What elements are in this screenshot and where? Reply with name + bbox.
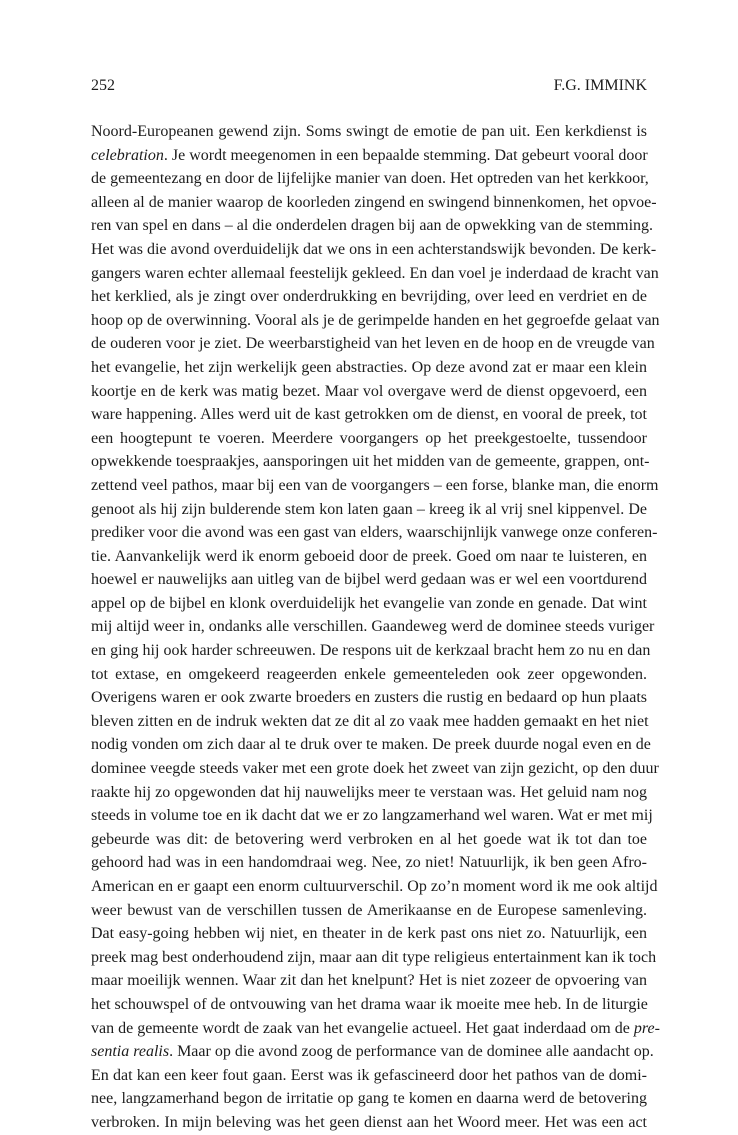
text-line: American en er gaapt een enorm cultuurverschil. Op zo’n moment word ik me ook altijd <box>91 878 658 895</box>
text-line: prediker voor die avond was een gast van elders, waarschijnlijk vanwege onze conferen- <box>91 524 658 542</box>
text-line: een hoogtepunt te voeren. Meerdere voorgangers op het preekgestoelte, tussendoor <box>91 429 647 447</box>
text-line: zettend veel pathos, maar bij een van de voorgangers – een forse, blanke man, die enorm <box>91 476 659 494</box>
text-line: appel op de bijbel en klonk overduidelijk het evangelie van zonde en genade. Dat wint <box>91 594 647 612</box>
text-line: ware happening. Alles werd uit de kast getrokken om de dienst, en vooral de preek, tot <box>91 406 647 424</box>
text-line: hoewel er nauwelijks aan uitleg van de bijbel werd gedaan was er wel een voortdurend <box>91 571 647 589</box>
text-line: de ouderen voor je ziet. De weerbarstigheid van het leven en de hoop en de vreugde van <box>91 335 655 353</box>
text-line: nodig vonden om zich daar al te druk over te maken. De preek duurde nogal even en de <box>91 736 651 754</box>
text-line: gehoord had was in een handomdraai weg. Nee, zo niet! Natuurlijk, ik ben geen Afro- <box>91 854 647 872</box>
text-line: alleen al de manier waarop de koorleden zingend en swingend binnenkomen, het opvoe- <box>91 193 657 211</box>
text-line: maar moeilijk wennen. Waar zit dan het knelpunt? Het is niet zozeer de opvoering van <box>91 972 647 990</box>
text-line: en ging hij ook harder schreeuwen. De respons uit de kerkzaal bracht hem zo nu en dan <box>91 642 651 660</box>
text-line: Noord-Europeanen gewend zijn. Soms swingt de emotie de pan uit. Een kerkdienst is <box>91 123 647 140</box>
text-line: het evangelie, het zijn werkelijk geen abstracties. Op deze avond zat er maar een klein <box>91 358 647 376</box>
text-line: bleven zitten en de indruk wekten dat ze dit al zo vaak mee hadden gemaakt en het niet <box>91 712 649 730</box>
page-number: 252 <box>91 77 115 94</box>
text-line: het schouwspel of de ontvouwing van het drama waar ik moeite mee heb. In de liturgie <box>91 995 648 1013</box>
text-line: mij altijd weer in, ondanks alle verschillen. Gaandeweg werd de dominee steeds vuriger <box>91 618 655 636</box>
emphasis: sentia realis <box>91 1043 170 1061</box>
text-line: ren van spel en dans – al die onderdelen dragen bij aan de opwekking van de stemming. <box>91 217 654 235</box>
emphasis: celebration <box>91 146 164 164</box>
page-header <box>91 77 647 99</box>
text-line: koortje en de kerk was matig bezet. Maar vol overgave werd de dienst opgevoerd, een <box>91 382 647 400</box>
text-line: sentia realis. Maar op die avond zoog de performance van de dominee alle aandacht op. <box>91 1043 654 1061</box>
text-line: de gemeentezang en door de lijfelijke manier van doen. Het optreden van het kerkkoor, <box>91 170 649 188</box>
text-line: celebration. Je wordt meegenomen in een bepaalde stemming. Dat gebeurt vooral door <box>91 146 648 164</box>
text-line: genoot als hij zijn bulderende stem kon laten gaan – kreeg ik al vrij snel kippenvel. De <box>91 500 647 518</box>
text-line: weer bewust van de verschillen tussen de Amerikaanse en de Europese samenleving. <box>91 901 647 919</box>
text-line: tie. Aanvankelijk werd ik enorm geboeid door de preek. Goed om naar te luisteren, en <box>91 547 647 565</box>
text-line: Dat easy-going hebben wij niet, en theater in de kerk past ons niet zo. Natuurlijk, een <box>91 925 647 943</box>
text-line: hoop op de overwinning. Vooral als je de gerimpelde handen en het gegroefde gelaat van <box>91 311 660 329</box>
text-line: tot extase, en omgekeerd reageerden enkele gemeenteleden ook zeer opgewonden. <box>91 665 647 683</box>
text-line: raakte hij zo opgewonden dat hij nauwelijks meer te verstaan was. Het geluid nam nog <box>91 783 647 801</box>
text-line: Overigens waren er ook zwarte broeders en zusters die rustig en bedaard op hun plaats <box>91 689 647 707</box>
text-line: gebeurde was dit: de betovering werd verbroken en al het goede wat ik tot dan toe <box>91 830 647 848</box>
text-line: gangers waren echter allemaal feestelijk gekleed. En dan voel je inderdaad de kracht van <box>91 264 659 282</box>
text-line: steeds in volume toe en ik dacht dat we er zo langzamerhand wel waren. Wat er met mij <box>91 807 653 825</box>
running-head: F.G. IMMINK <box>553 77 647 94</box>
text-line: dominee veegde steeds vaker met een grote doek het zweet van zijn gezicht, op den duur <box>91 760 659 778</box>
text-line: preek mag best onderhoudend zijn, maar aan dit type religieus entertainment kan ik toch <box>91 948 657 966</box>
text-line: van de gemeente wordt de zaak van het evangelie actueel. Het gaat inderdaad om de pre- <box>91 1019 660 1037</box>
text-line: het kerklied, als je zingt over onderdrukking en bevrijding, over leed en verdriet en de <box>91 288 647 306</box>
text-line: nee, langzamerhand begon de irritatie op gang te komen en daarna werd de betovering <box>91 1090 647 1108</box>
text-line: verbroken. In mijn beleving was het geen dienst aan het Woord meer. Het was een act <box>91 1113 647 1131</box>
emphasis: pre- <box>633 1019 660 1037</box>
text-line: Het was die avond overduidelijk dat we ons in een achterstandswijk bevonden. De kerk- <box>91 240 657 258</box>
body-text <box>91 120 660 1135</box>
text-line: En dat kan een keer fout gaan. Eerst was ik gefascineerd door het pathos van de domi- <box>91 1066 647 1084</box>
text-line: opwekkende toespraakjes, aansporingen uit het midden van de gemeente, grappen, ont- <box>91 453 650 471</box>
